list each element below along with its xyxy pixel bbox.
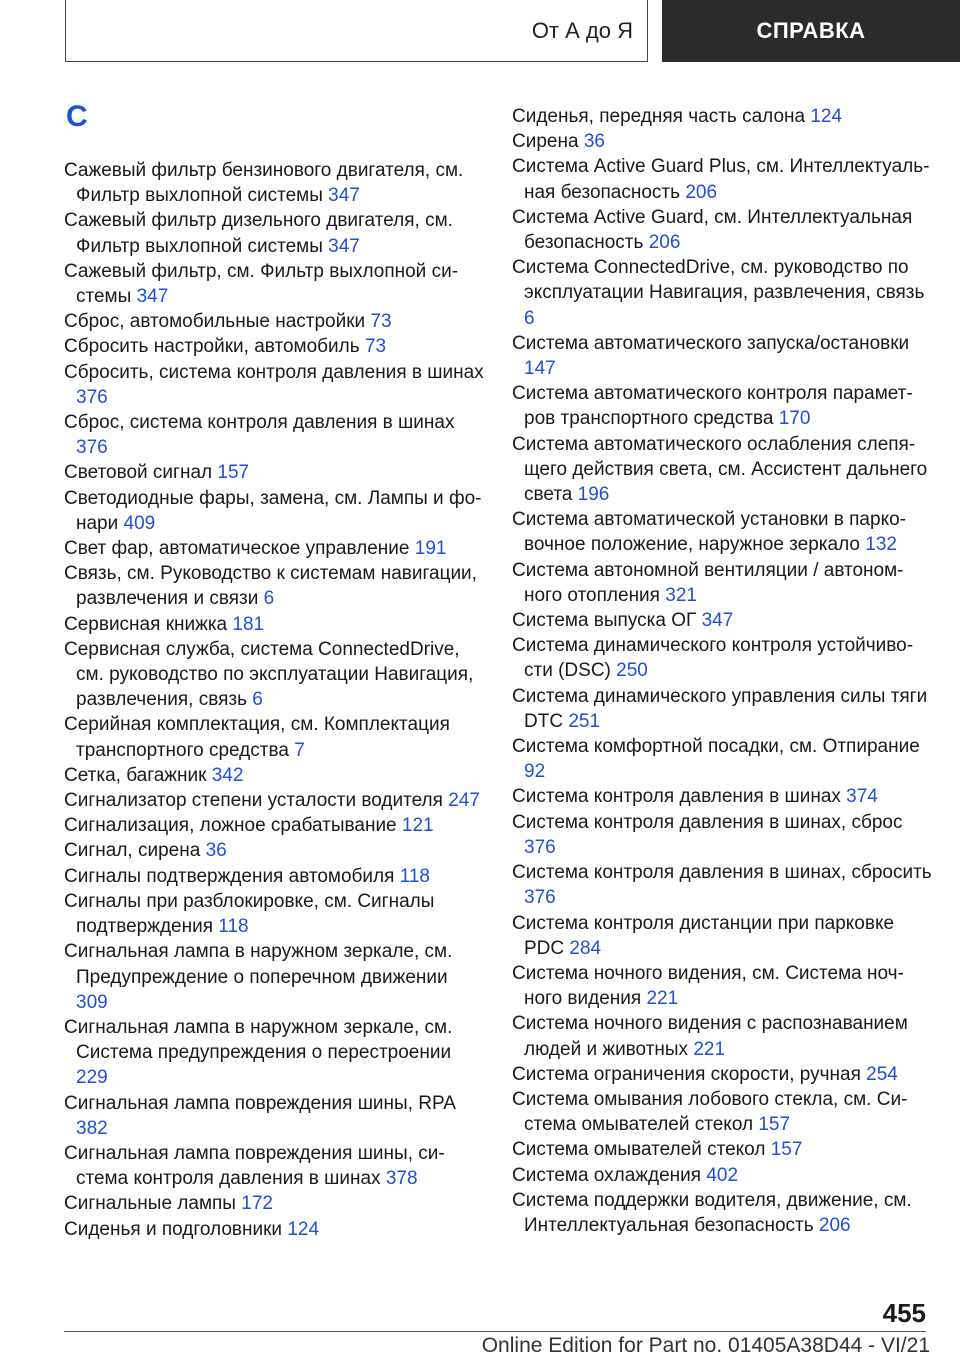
index-entry-text: Система поддержки водителя, движение, см. Интеллектуальная безопасность — [512, 1189, 912, 1236]
index-entry-text: Система Active Guard, см. Интеллектуальная безопасность — [512, 206, 913, 254]
page-reference-link[interactable]: 124 — [287, 1218, 320, 1240]
index-entry — [512, 1011, 932, 1061]
index-entry-text: Сажевый фильтр, см. Фильтр выхлопной системы — [64, 260, 459, 308]
index-entry — [64, 460, 484, 485]
index-entry — [512, 331, 932, 381]
page-reference-link[interactable]: 36 — [205, 840, 227, 862]
page-reference-link[interactable]: 6 — [524, 307, 535, 329]
index-entry-text: Серийная комплектация, см. Комплектация транспортного средства — [64, 714, 450, 761]
index-entry-text: Система ночного видения, см. Система ночного видения — [512, 962, 904, 1010]
chapter-tab — [662, 0, 960, 62]
footer-divider — [64, 1331, 926, 1332]
page-reference-link[interactable]: 181 — [232, 613, 265, 635]
index-entry — [64, 637, 484, 713]
index-entry — [512, 205, 932, 255]
index-entry-text: Система контроля давления в шинах — [512, 786, 841, 808]
index-entry — [64, 612, 484, 637]
page-reference-link[interactable]: 382 — [76, 1117, 108, 1139]
page-reference-link[interactable]: 376 — [524, 836, 556, 858]
index-entry — [512, 734, 932, 784]
index-entry-text: Сажевый фильтр бензинового двигателя, см. Фильтр выхлопной системы — [64, 160, 464, 207]
index-entry-text: Сирена — [512, 131, 579, 153]
index-entry — [64, 410, 484, 460]
index-column-left — [64, 158, 484, 1242]
index-entry — [64, 309, 484, 334]
index-entry — [512, 860, 932, 910]
index-entry — [512, 810, 932, 860]
page-reference-link[interactable]: 221 — [646, 988, 679, 1010]
index-entry-text: Система комфортной посадки, см. Отпирание — [512, 736, 920, 758]
index-entry-text: Система ограничения скорости, ручная — [512, 1063, 861, 1085]
page-reference-link[interactable]: 7 — [294, 739, 305, 761]
index-entry — [64, 838, 484, 863]
page-reference-link[interactable]: 6 — [263, 588, 275, 610]
index-entry — [64, 259, 484, 309]
index-entry — [512, 381, 932, 431]
page-reference-link[interactable]: 118 — [399, 865, 430, 887]
index-entry-text: Система Active Guard Plus, см. Интеллектуальная безопасность — [512, 156, 930, 203]
index-entry — [512, 1137, 932, 1162]
index-entry-text: Система автоматической установки в парковочное положение, наружное зеркало — [512, 509, 906, 556]
page-reference-link[interactable]: 221 — [693, 1038, 726, 1060]
page-reference-link[interactable]: 321 — [665, 584, 697, 606]
index-entry-text: Система контроля давления в шинах, сброс — [512, 811, 903, 833]
index-entry-text: Сигнальная лампа в наружном зеркале, см. Предупреждение о поперечном движении — [64, 941, 453, 988]
index-entry — [64, 788, 484, 813]
index-entry-text: Сервисная книжка — [64, 613, 228, 635]
page-reference-link[interactable]: 409 — [123, 512, 156, 534]
index-entry-text: Сигналы при разблокировке, см. Сигналы подтверждения — [64, 890, 435, 938]
page-reference-link[interactable]: 36 — [583, 131, 605, 153]
index-entry — [512, 608, 932, 633]
page-reference-link[interactable]: 347 — [701, 610, 734, 632]
index-entry-text: Система автоматического запуска/остановки — [512, 332, 910, 354]
index-entry-text: Сигнальная лампа повреждения шины, RPA — [64, 1092, 455, 1114]
index-entry-text: Система ночного видения с распознаванием людей и животных — [512, 1013, 908, 1060]
page-reference-link[interactable]: 73 — [364, 336, 387, 358]
index-entry — [64, 939, 484, 1015]
index-entry — [512, 684, 932, 734]
index-entry-text: Сброс, автомобильные настройки — [64, 311, 366, 333]
page-reference-link[interactable]: 121 — [401, 815, 434, 837]
index-entry-text: Система выпуска ОГ — [512, 610, 697, 632]
index-letter: С — [66, 100, 88, 133]
index-entry — [64, 1015, 484, 1091]
page-reference-link[interactable]: 374 — [846, 786, 878, 808]
page-reference-link[interactable]: 247 — [448, 790, 480, 812]
index-entry — [512, 784, 932, 809]
page-number: 455 — [882, 1298, 926, 1328]
index-entry — [512, 1087, 932, 1137]
index-entry — [512, 255, 932, 331]
page-reference-link[interactable]: 92 — [524, 761, 546, 783]
chapter-title: СПРАВКА — [756, 18, 866, 43]
index-entry-text: Сетка, багажник — [64, 764, 207, 786]
page-reference-link[interactable]: 402 — [706, 1164, 739, 1186]
index-entry-text: Сигнальная лампа повреждения шины, система контроля давления в шинах — [64, 1142, 445, 1190]
index-entry — [512, 129, 932, 154]
page-reference-link[interactable]: 172 — [241, 1193, 273, 1215]
index-entry — [512, 104, 932, 129]
index-entry-text: Сервисная служба, система ConnectedDrive, см. руководство по эксплуатации Навигация, развлечения, связь — [64, 638, 474, 711]
index-entry — [64, 1141, 484, 1191]
page-reference-link[interactable]: 118 — [218, 916, 249, 938]
index-entry — [512, 1062, 932, 1087]
page-reference-link[interactable]: 376 — [76, 437, 108, 459]
index-entry — [64, 1217, 484, 1242]
index-entry-text: Сажевый фильтр дизельного двигателя, см. Фильтр выхлопной системы — [64, 210, 453, 257]
index-entry-text: Система ConnectedDrive, см. руководство по эксплуатации Навигация, развлечения, связь — [512, 257, 925, 304]
page-reference-link[interactable]: 347 — [328, 235, 360, 257]
index-entry — [512, 1188, 932, 1238]
page-reference-link[interactable]: 347 — [328, 185, 360, 207]
index-entry-text: Сбросить настройки, автомобиль — [64, 336, 360, 358]
index-entry-text: Сброс, система контроля давления в шинах — [64, 412, 455, 434]
index-entry-text: Сигналы подтверждения автомобиля — [64, 865, 395, 887]
index-entry-text: Система омывания лобового стекла, см. Система омывателей стекол — [512, 1088, 908, 1136]
index-entry — [64, 208, 484, 258]
index-entry-text: Система автоматического контроля параметров транспортного средства — [512, 383, 913, 430]
index-entry-text: Свет фар, автоматическое управление — [64, 538, 410, 560]
page-reference-link[interactable]: 229 — [76, 1067, 108, 1089]
page-reference-link[interactable]: 157 — [770, 1139, 803, 1161]
page-reference-link[interactable]: 132 — [865, 534, 897, 556]
index-entry — [512, 507, 932, 557]
index-entry — [64, 360, 484, 410]
index-entry — [64, 889, 484, 939]
index-entry — [64, 334, 484, 359]
page-reference-link[interactable]: 284 — [569, 937, 602, 959]
index-entry-text: Система омывателей стекол — [512, 1139, 766, 1161]
index-entry-text: Система автономной вентиляции / автономного отопления — [512, 559, 904, 606]
page-reference-link[interactable]: 206 — [818, 1214, 851, 1236]
section-title: От А до Я — [531, 17, 633, 43]
index-entry — [64, 1191, 484, 1216]
page-reference-link[interactable]: 347 — [136, 286, 169, 308]
page-reference-link[interactable]: 250 — [616, 660, 648, 682]
index-entry-text: Сигнализатор степени усталости водителя — [64, 790, 443, 812]
page-reference-link[interactable]: 254 — [866, 1063, 898, 1085]
index-entry — [512, 911, 932, 961]
index-entry — [64, 763, 484, 788]
index-entry-text: Система динамического контроля устойчивости (DSC) — [512, 635, 914, 682]
index-entry-text: Светодиодные фары, замена, см. Лампы и фонари — [64, 487, 482, 534]
page-reference-link[interactable]: 309 — [76, 991, 108, 1013]
section-header — [65, 0, 648, 62]
page-reference-link[interactable]: 73 — [370, 311, 392, 333]
index-entry-text: Сиденья и подголовники — [64, 1218, 283, 1240]
index-entry-text: Связь, см. Руководство к системам навигации, развлечения и связи — [64, 563, 477, 610]
index-entry — [64, 864, 484, 889]
page-reference-link[interactable]: 251 — [568, 710, 601, 732]
page-reference-link[interactable]: 206 — [685, 181, 718, 203]
page-reference-link[interactable]: 191 — [414, 538, 447, 560]
page-reference-link[interactable]: 147 — [524, 358, 556, 380]
index-column-right — [512, 104, 932, 1238]
index-entry — [512, 1163, 932, 1188]
index-entry-text: Система контроля дистанции при парковке PDC — [512, 912, 895, 959]
index-entry-text: Система охлаждения — [512, 1164, 702, 1186]
index-entry — [512, 432, 932, 508]
footer-edition: Online Edition for Part no. 01405A38D44 - VI/21 — [481, 1334, 930, 1357]
index-entry-text: Сигнализация, ложное срабатывание — [64, 815, 397, 837]
index-entry — [64, 486, 484, 536]
page-reference-link[interactable]: 378 — [385, 1168, 418, 1190]
index-entry-text: Система контроля давления в шинах, сбросить — [512, 862, 932, 884]
page-reference-link[interactable]: 196 — [577, 484, 610, 506]
index-entry-text: Сбросить, система контроля давления в шинах — [64, 361, 484, 383]
index-entry — [512, 633, 932, 683]
index-entry — [512, 558, 932, 608]
index-entry-text: Сигнал, сирена — [64, 840, 201, 862]
page-reference-link[interactable]: 376 — [524, 887, 556, 909]
page-reference-link[interactable]: 206 — [648, 232, 681, 254]
index-entry-text: Система динамического управления силы тяги DTC — [512, 685, 928, 732]
index-entry-text: Система автоматического ослабления слепящего действия света, см. Ассистент дальнего света — [512, 433, 928, 506]
index-entry-text: Сигнальные лампы — [64, 1193, 236, 1215]
index-entry — [64, 536, 484, 561]
page-reference-link[interactable]: 170 — [778, 408, 811, 430]
page-reference-link[interactable]: 376 — [76, 386, 108, 408]
page-reference-link[interactable]: 157 — [217, 462, 250, 484]
index-entry — [64, 712, 484, 762]
page-reference-link[interactable]: 6 — [252, 689, 263, 711]
index-entry-text: Сиденья, передняя часть салона — [512, 106, 806, 127]
page-reference-link[interactable]: 157 — [758, 1114, 791, 1136]
index-entry — [512, 154, 932, 204]
index-entry — [64, 158, 484, 208]
index-entry — [64, 561, 484, 611]
page-reference-link[interactable]: 124 — [810, 106, 843, 127]
index-entry-text: Сигнальная лампа в наружном зеркале, см. Система предупреждения о перестроении — [64, 1016, 453, 1064]
index-entry — [512, 961, 932, 1011]
index-entry — [64, 1091, 484, 1141]
index-entry-text: Световой сигнал — [64, 462, 213, 484]
page-reference-link[interactable]: 342 — [211, 764, 244, 786]
index-entry — [64, 813, 484, 838]
